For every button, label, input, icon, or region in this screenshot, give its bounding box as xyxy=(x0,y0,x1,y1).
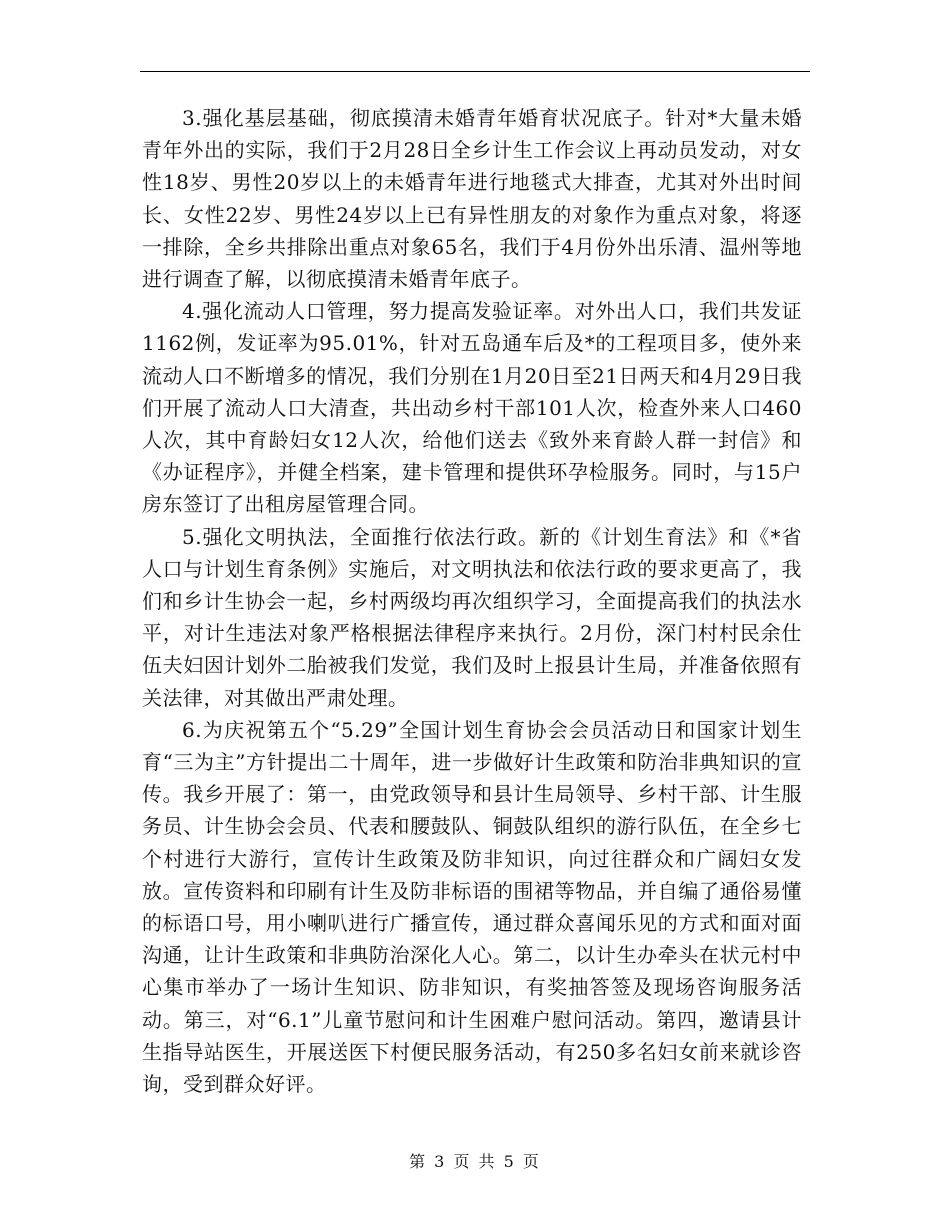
header-rule xyxy=(140,71,810,72)
page-number: 第 3 页 共 5 页 xyxy=(409,1152,541,1171)
paragraph-4: 4.强化流动人口管理，努力提高发验证率。对外出人口，我们共发证1162例，发证率为95.01%，针对五岛通车后及*的工程项目多，使外来流动人口不断增多的情况，我们分别在1月20日至21日两天和4月29日我们开展了流动人口大清查，共出动乡村干部101人次，检查外来人口460人次，其中育龄妇女12人次，给他们送去《致外来育龄人群一封信》和《办证程序》，并健全档案，建卡管理和提供环孕检服务。同时，与15户房东签订了出租房屋管理合同。 xyxy=(142,299,802,517)
paragraph-5: 5.强化文明执法，全面推行依法行政。新的《计划生育法》和《*省人口与计划生育条例》实施后，对文明执法和依法行政的要求更高了，我们和乡计生协会一起，乡村两级均再次组织学习，全面提高我们的执法水平，对计生违法对象严格根据法律程序来执行。2月份，深门村村民余仕伍夫妇因计划外二胎被我们发觉，我们及时上报县计生局，并准备依照有关法律，对其做出严肃处理。 xyxy=(142,524,802,710)
paragraph-3: 3.强化基层基础，彻底摸清未婚青年婚育状况底子。针对*大量未婚青年外出的实际，我们于2月28日全乡计生工作会议上再动员发动，对女性18岁、男性20岁以上的未婚青年进行地毯式大排查，尤其对外出时间长、女性22岁、男性24岁以上已有异性朋友的对象作为重点对象，将逐一排除，全乡共排除出重点对象65名，我们于4月份外出乐清、温州等地进行调查了解，以彻底摸清未婚青年底子。 xyxy=(142,106,802,292)
paragraph-6: 6.为庆祝第五个“5.29”全国计划生育协会会员活动日和国家计划生育“三为主”方针提出二十周年，进一步做好计生政策和防治非典知识的宣传。我乡开展了：第一，由党政领导和县计生局领导、乡村干部、计生服务员、计生协会会员、代表和腰鼓队、铜鼓队组织的游行队伍，在全乡七个村进行大游行，宣传计生政策及防非知识，向过往群众和广阔妇女发放。宣传资料和印刷有计生及防非标语的围裙等物品，并自编了通俗易懂的标语口号，用小喇叭进行广播宣传，通过群众喜闻乐见的方式和面对面沟通，让计生政策和非典防治深化人心。第二，以计生办牵头在状元村中心集市举办了一场计生知识、防非知识，有奖抽答签及现场咨询服务活动。第三，对“6.1”儿童节慰问和计生困难户慰问活动。第四，邀请县计生指导站医生，开展送医下村便民服务活动，有250多名妇女前来就诊咨询，受到群众好评。 xyxy=(142,717,802,1097)
document-body xyxy=(142,102,802,1100)
